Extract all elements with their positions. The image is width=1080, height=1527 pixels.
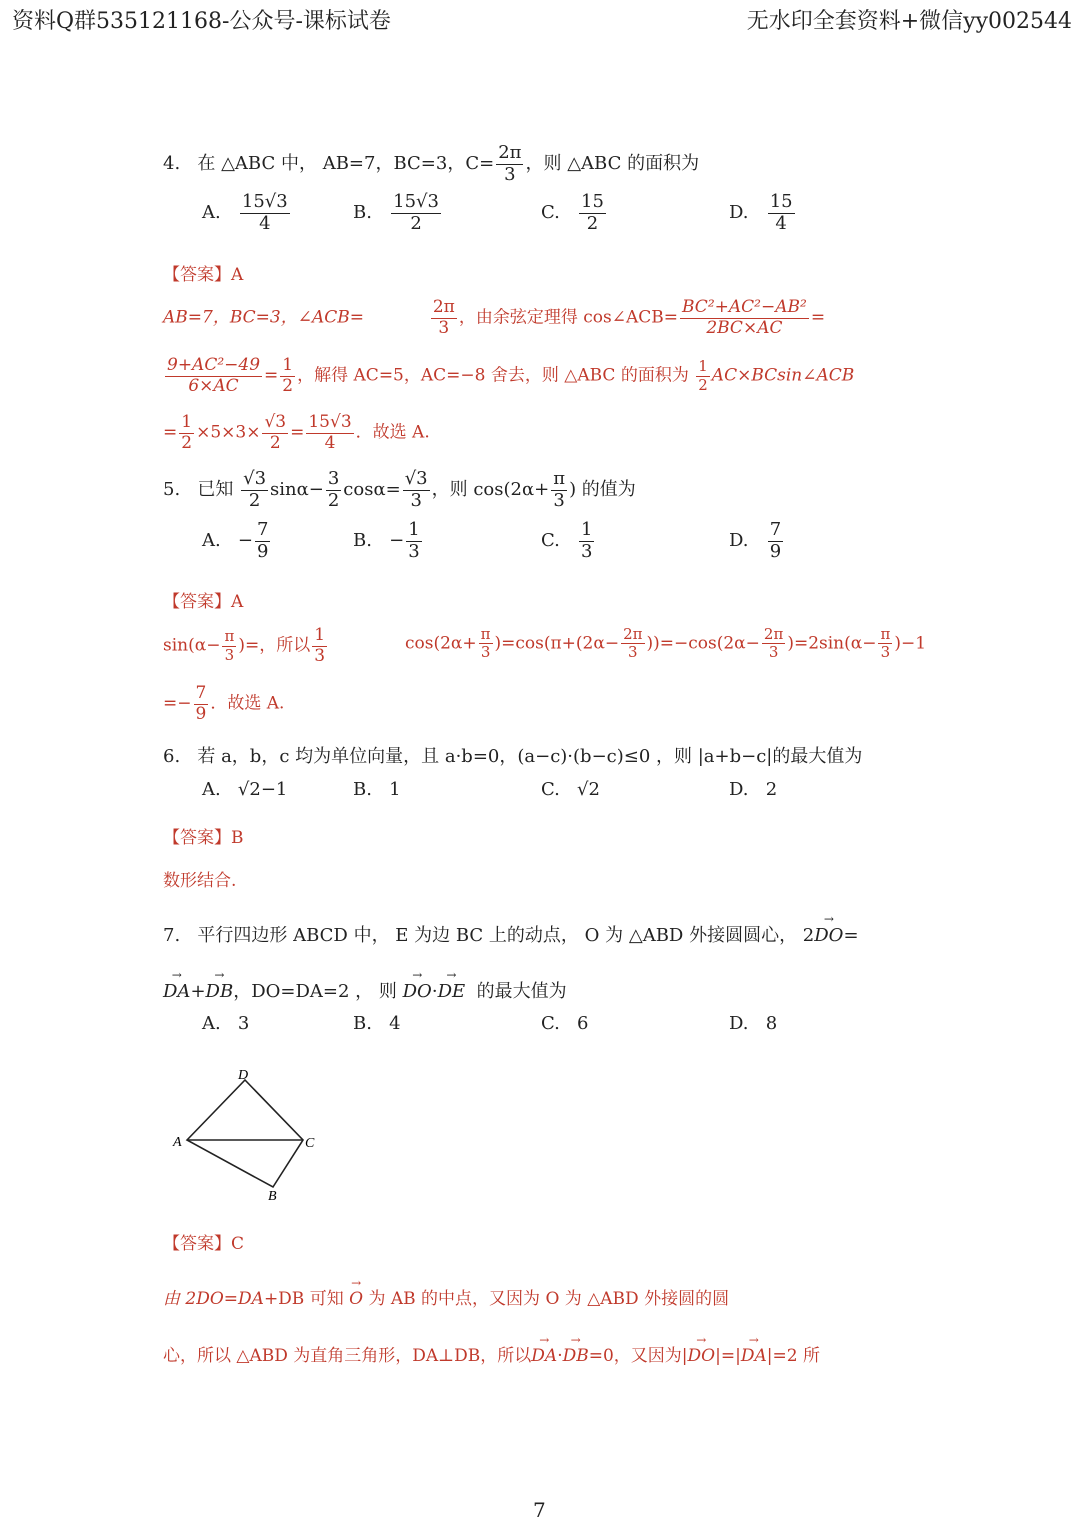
- q7-option-d: D. 8: [729, 1013, 778, 1034]
- q4-option-a: A. $\frac{15√3}{4}$: [202, 191, 288, 234]
- q7-line-2: → DA+→ DB，DO=DA=2 ， 则 → DO·→ DE 的最大值为: [163, 977, 567, 1003]
- q7-option-c: C. 6: [541, 1013, 589, 1034]
- q5-solution-line-1-right: cos(2α+ $\frac{\pi}{3}$ )=cos(π+(2α− $\frac{2\pi}{3}$ ))=−cos(2α− $\frac{2\pi}{3}$ )=2sin(α− $\frac{\pi}{3}$ )−1: [405, 625, 927, 662]
- q4-solution-line-1: AB=7，BC=3，∠ACB= $\frac{2\pi}{3}$ ，由余弦定理得 cos∠ACB= $\frac{\text{BC²+AC²−AB²}}{2BC\times AC}$ =: [163, 297, 826, 338]
- q7-option-a: A. 3: [202, 1013, 250, 1034]
- q4-text-b: ，则 △ABC 的面积为: [525, 153, 700, 175]
- q6-option-a: A. √2−1: [202, 779, 288, 800]
- q5-option-a: A. − $\frac{7}{9}$: [202, 519, 269, 562]
- q4-solution-line-2: $\frac{\text{9+AC²−49}}{6\times AC}$ = $\frac{1}{2}$ ，解得 AC=5，AC=−8 舍去，则 △ABC 的面积为 $\frac{1}{2}$ AC×BCsin∠ACB: [167, 355, 855, 396]
- q6-solution: 数形结合.: [163, 871, 237, 891]
- q7-answer: 【答案】C: [163, 1234, 245, 1254]
- q5-option-d: D. $\frac{7}{9}$: [729, 519, 782, 562]
- q4-c-den: 3: [504, 163, 516, 185]
- q6-option-b: B. 1: [353, 779, 401, 800]
- q4-text-a: 在 △ABC 中， AB=7，BC=3，C=: [197, 153, 495, 175]
- q6-number: 6.: [163, 746, 181, 767]
- label-c: C: [305, 1136, 315, 1151]
- q4-number: 4.: [163, 153, 181, 175]
- label-b: B: [268, 1189, 277, 1204]
- q6-option-d: D. 2: [729, 779, 778, 800]
- q4-answer: 【答案】A: [163, 265, 244, 285]
- q5-answer: 【答案】A: [163, 592, 244, 612]
- parallelogram-outline: [187, 1080, 303, 1187]
- question-5: 5. 已知 $\frac{√3}{2}$ sinα− $\frac{3}{2}$ cosα= $\frac{√3}{3}$ ，则 cos(2α+ $\frac{\pi}{3}$ ) 的值为: [163, 468, 636, 511]
- q6-option-c: C. √2: [541, 779, 600, 800]
- q5-number: 5.: [163, 479, 181, 501]
- page-number: 7: [533, 1498, 546, 1522]
- label-d: D: [238, 1068, 249, 1083]
- q5-option-b: B. − $\frac{1}{3}$: [353, 519, 420, 562]
- q4-option-c: C. $\frac{15}{2}$: [541, 191, 604, 234]
- q5-solution-line-1: sin(α− $\frac{\pi}{3}$ )=，所以 $\frac{1}{3}$: [163, 625, 326, 666]
- q6-text: 若 a，b，c 均为单位向量，且 a·b=0，(a−c)·(b−c)≤0 ，则 |a+b−c|的最大值为: [197, 746, 863, 767]
- question-7: 7. 平行四边形 ABCD 中， E 为边 BC 上的动点， O 为 △ABD 外接圆圆心， 2→ DO=: [163, 921, 859, 947]
- q4-option-b: B. $\frac{15√3}{2}$: [353, 191, 439, 234]
- q7-option-b: B. 4: [353, 1013, 401, 1034]
- label-a: A: [173, 1135, 182, 1150]
- q4-solution-line-3: = $\frac{1}{2}$ ×5×3× $\frac{√3}{2}$ = $\frac{15√3}{4}$ ．故选 A.: [163, 412, 430, 453]
- q7-number: 7.: [163, 925, 181, 946]
- header-left-watermark: 资料Q群535121168-公众号-课标试卷: [12, 9, 391, 34]
- question-6: [163, 742, 862, 768]
- question-4: [163, 143, 699, 185]
- parallelogram-figure: [165, 1060, 325, 1205]
- header-right-watermark: 无水印全套资料+微信yy002544: [746, 9, 1072, 34]
- q4-option-d: D. $\frac{15}{4}$: [729, 191, 793, 234]
- q7-solution-line-2: 心，所以 △ABD 为直角三角形，DA⊥DB，所以→ DA·→ DB=0，又因为|→ DO|=|→ DA|=2 所: [163, 1341, 820, 1366]
- q7-solution-line-1: 由 2DO=DA+DB 可知 → O 为 AB 的中点，又因为 O 为 △ABD 外接圆的圆: [163, 1284, 729, 1309]
- q6-answer: 【答案】B: [163, 828, 244, 848]
- q4-c-num: 2π: [498, 142, 522, 163]
- q5-option-c: C. $\frac{1}{3}$: [541, 519, 593, 562]
- q5-solution-line-2: =− $\frac{7}{9}$ ．故选 A.: [163, 683, 285, 724]
